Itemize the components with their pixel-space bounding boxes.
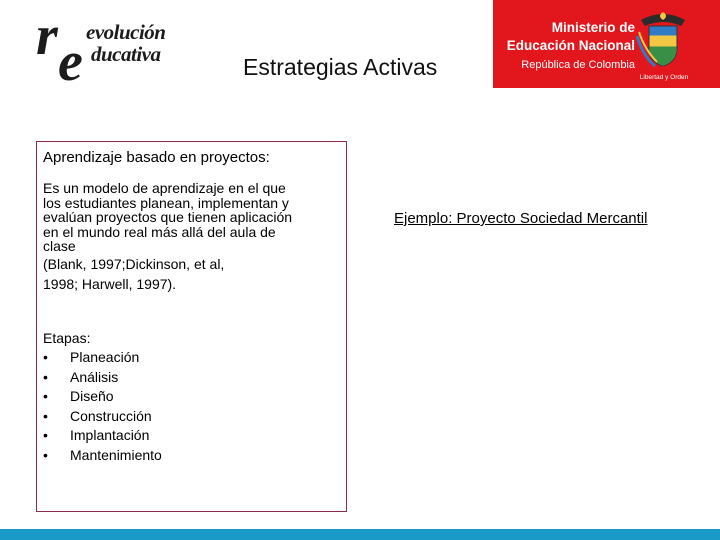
list-item [43,426,162,446]
list-item [43,368,162,388]
revolucion-educativa-logo [36,5,186,93]
stage-label: Análisis [70,368,119,385]
list-item [43,446,162,466]
list-item [43,387,162,407]
bullet-icon: • [43,349,48,365]
stage-label: Mantenimiento [70,446,162,463]
list-item [43,407,162,427]
citation-line-2: 1998; Harwell, 1997). [43,275,177,292]
logo-letter-r: r [36,5,58,67]
stage-label: Implantación [70,427,150,443]
bullet-icon: • [43,427,48,443]
bullet-icon: • [43,446,48,463]
content-paragraph [43,181,298,294]
bullet-icon: • [43,388,48,404]
content-heading: Aprendizaje basado en proyectos: [43,149,270,166]
ministry-logo [493,0,720,88]
header [0,0,720,93]
logo-word-2: ducativa [91,42,161,66]
ministry-line-2: Educación Nacional [506,38,635,53]
bullet-icon: • [43,407,48,424]
ministry-line-3: República de Colombia [521,59,635,71]
logo-word-1: evolución [86,20,166,44]
content-box [36,141,347,512]
ministry-motto: Libertad y Orden [639,74,689,81]
stage-label: Construcción [70,407,152,424]
stage-label: Planeación [70,349,140,365]
footer-bar [0,529,720,540]
example-project-link[interactable]: Ejemplo: Proyecto Sociedad Mercantil [394,210,648,227]
bullet-icon: • [43,368,48,385]
coat-of-arms-icon [633,6,693,72]
stages-label: Etapas: [43,330,91,346]
citation-line-1: (Blank, 1997;Dickinson, et al, [43,255,225,272]
definition-text: Es un modelo de aprendizaje en el que los estudiantes planean, implementan y evalúan proyectos que tienen aplicación en el mundo real más allá del aula de clase [43,180,293,254]
slide-title: Estrategias Activas [243,54,438,80]
stage-label: Diseño [70,388,114,404]
logo-letter-e: e [58,31,83,93]
ministry-line-1: Ministerio de [551,20,635,35]
stages-list [43,348,162,465]
list-item [43,348,162,368]
